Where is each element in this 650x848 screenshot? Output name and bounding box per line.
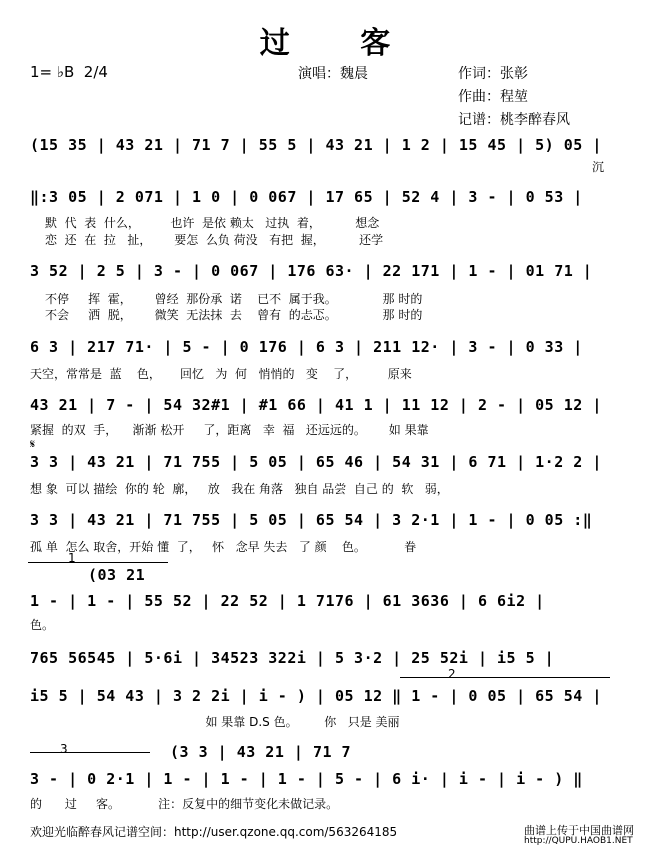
composer-credit: 作曲：程堃 [458, 89, 528, 105]
lyric-line: 如 果靠 D.S 色。 你 只是 美丽 [30, 715, 400, 729]
transcriber-credit: 记谱：桃李醉春风 [458, 112, 570, 128]
lyric-line: 孤 单 怎么 取舍，开始 懂 了， 怀 念早 失去 了 颜 色。 眷 [30, 540, 417, 554]
volta-1-bracket [28, 562, 168, 563]
intro-parenthesis: (3 3 | 43 21 | 71 7 [170, 743, 352, 761]
lyric-line: 紧握 的双 手， 渐渐 松开 了，距离 幸 福 还远远的。 如 果靠 [30, 423, 429, 437]
segno-sign: 𝄋 [30, 437, 36, 451]
volta-3-bracket [30, 752, 150, 753]
footer-watermark-url: http://QUPU.HAOB1.NET [524, 836, 633, 846]
lyric-line: 想 象 可以 描绘 你的 轮 廓， 放 我在 角落 独自 品尝 自己 的 软 弱， [30, 482, 449, 496]
volta-3-label: 3 [60, 742, 68, 756]
score-row: 765 56545 | 5·6i | 34523 322i | 5 3·2 | 25 52i | i5 5 | [30, 649, 555, 667]
score-row: 3 3 | 43 21 | 71 755 | 5 05 | 65 46 | 54 31 | 6 71 | 1·2 2 | [30, 453, 602, 471]
lyric-line: 不会 洒 脱， 微笑 无法抹 去 曾有 的忐忑。 那 时的 [45, 308, 423, 322]
score-row: i5 5 | 54 43 | 3 2 2i | i - ) | 05 12 ‖ 1 - | 0 05 | 65 54 | [30, 687, 602, 705]
score-row: ‖:3 05 | 2 071 | 1 0 | 0 067 | 17 65 | 52 4 | 3 - | 0 53 | [30, 188, 583, 206]
lyricist-credit: 作词：张彰 [458, 66, 528, 82]
lyric-line: 沉 [592, 160, 605, 174]
footer-link[interactable]: 欢迎光临醉春风记谱空间：http://user.qzone.qq.com/563264185 [30, 825, 398, 839]
footer-watermark: 曲谱上传于中国曲谱网 [524, 824, 634, 837]
volta-2-bracket [400, 677, 610, 678]
lyric-line: 的 过 客。 注：反复中的细节变化未做记录。 [30, 797, 339, 811]
score-row: 3 3 | 43 21 | 71 755 | 5 05 | 65 54 | 3 2·1 | 1 - | 0 05 :‖ [30, 511, 593, 529]
key-signature: 1= ♭B 2/4 [30, 63, 108, 81]
volta-1-label: 1 [68, 551, 76, 565]
lyric-line: 不停 挥 霍， 曾经 那份承 诺 已不 属于我。 那 时的 [45, 292, 423, 306]
score-row: 3 52 | 2 5 | 3 - | 0 067 | 176 63· | 22 171 | 1 - | 01 71 | [30, 262, 593, 280]
score-row: 43 21 | 7 - | 54 32#1 | #1 66 | 41 1 | 11 12 | 2 - | 05 12 | [30, 396, 602, 414]
lyric-line: 色。 [30, 618, 55, 632]
score-row: (15 35 | 43 21 | 71 7 | 55 5 | 43 21 | 1 2 | 15 45 | 5) 05 | [30, 136, 602, 154]
score-row: 3 - | 0 2·1 | 1 - | 1 - | 1 - | 5 - | 6 i· | i - | i - ) ‖ [30, 770, 583, 788]
score-row: 6 3 | 217 71· | 5 - | 0 176 | 6 3 | 211 12· | 3 - | 0 33 | [30, 338, 583, 356]
coda-parenthesis: (03 21 [88, 566, 146, 584]
singer-credit: 演唱：魏晨 [298, 66, 368, 82]
lyric-line: 天空，常常是 蓝 色， 回忆 为 何 悄悄的 变 了， 原来 [30, 367, 412, 381]
lyric-line: 默 代 表 什么， 也许 是依 赖太 过执 着， 想念 [45, 216, 380, 230]
page-title: 过 客 [259, 26, 421, 61]
volta-2-label: 2 [448, 667, 456, 681]
score-row: 1 - | 1 - | 55 52 | 22 52 | 1 7176 | 61 3636 | 6 6i2 | [30, 592, 545, 610]
lyric-line: 恋 还 在 拉 扯， 要怎 么负 荷没 有把 握， 还学 [45, 233, 384, 247]
